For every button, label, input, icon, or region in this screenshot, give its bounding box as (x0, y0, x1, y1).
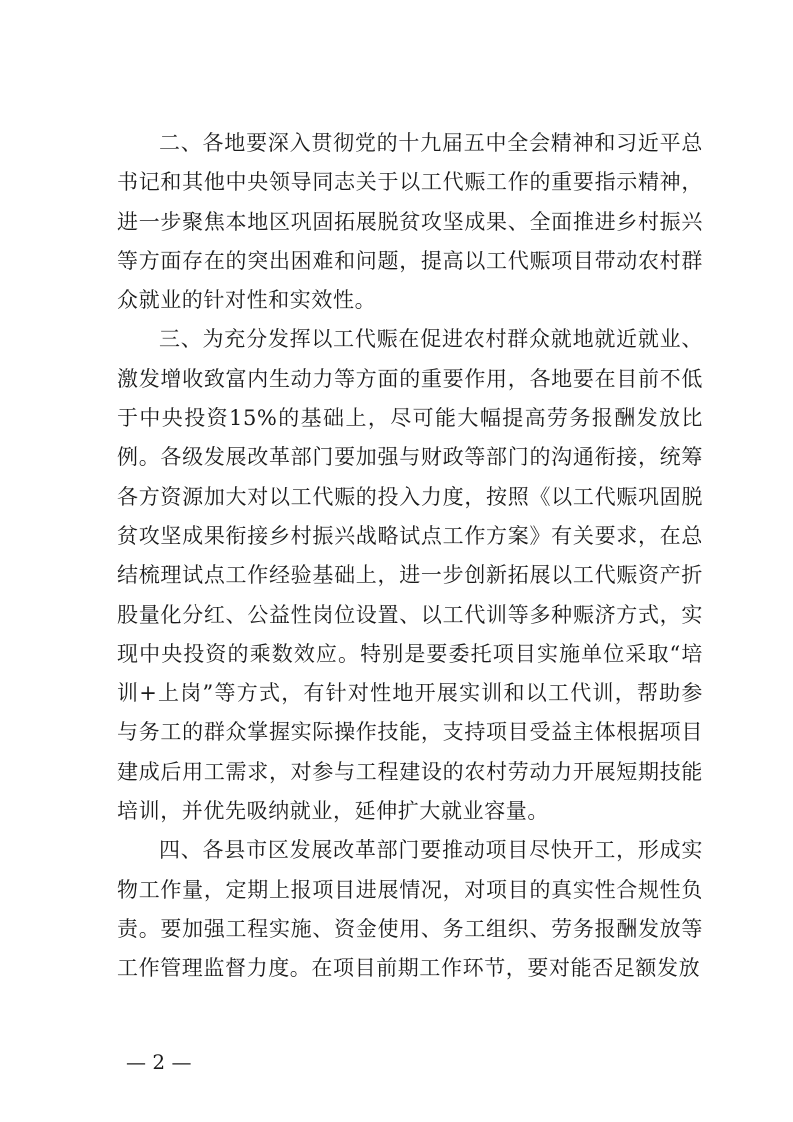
paragraph-two: 二、各地要深入贯彻党的十九届五中全会精神和习近平总书记和其他中央领导同志关于以工代赈工作的重要指示精神，进一步聚焦本地区巩固拓展脱贫攻坚成果、全面推进乡村振兴等方面存在的突出困难和问题，提高以工代赈项目带动农村群众就业的针对性和实效性。 (117, 131, 703, 313)
paragraph-four: 四、各县市区发展改革部门要推动项目尽快开工，形成实物工作量，定期上报项目进展情况，对项目的真实性合规性负责。要加强工程实施、资金使用、务工组织、劳务报酬发放等工作管理监督力度。在项目前期工作环节，要对能否足额发放 (117, 838, 703, 981)
page-number: — 2 — (126, 1050, 192, 1074)
document-body (117, 124, 703, 989)
paragraph-three: 三、为充分发挥以工代赈在促进农村群众就地就近就业、激发增收致富内生动力等方面的重要作用，各地要在目前不低于中央投资15%的基础上，尽可能大幅提高劳务报酬发放比例。各级发展改革部门要加强与财政等部门的沟通衔接，统筹各方资源加大对以工代赈的投入力度，按照《以工代赈巩固脱贫攻坚成果衔接乡村振兴战略试点工作方案》有关要求，在总结梳理试点工作经验基础上，进一步创新拓展以工代赈资产折股量化分红、公益性岗位设置、以工代训等多种赈济方式，实现中央投资的乘数效应。特别是要委托项目实施单位采取“培训+上岗”等方式，有针对性地开展实训和以工代训，帮助参与务工的群众掌握实际操作技能，支持项目受益主体根据项目建成后用工需求，对参与工程建设的农村劳动力开展短期技能培训，并优先吸纳就业，延伸扩大就业容量。 (117, 327, 703, 824)
